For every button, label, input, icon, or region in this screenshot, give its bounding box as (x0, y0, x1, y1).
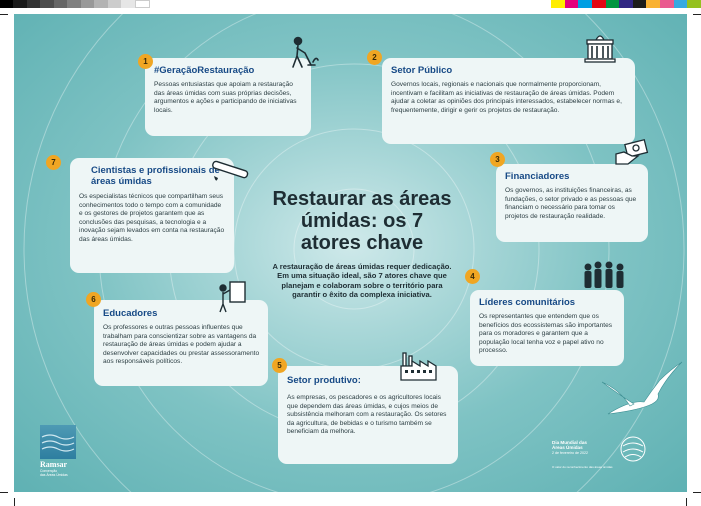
crop-mark (686, 498, 687, 506)
card-number: 1 (138, 54, 153, 69)
crop-mark (0, 14, 8, 15)
card-number: 4 (465, 269, 480, 284)
card-number: 5 (272, 358, 287, 373)
print-gray-bar (0, 0, 150, 8)
card-text: As empresas, os pescadores e os agricultores locais que dependem das áreas úmidas, e cujos meios de subsistência melhoram com a restauração. Os setores da agricultura, de bebidas e o turismo também se beneficiam da melhora. (287, 394, 447, 436)
community-people-icon (580, 260, 628, 292)
page-subtitle: A restauração de áreas úmidas requer dedicação. Em uma situação ideal, são 7 atores chave que planejam e colaboram sobre o território para garantir o êxito da complexa iniciativa. (272, 262, 452, 300)
page-title: Restaurar as áreas úmidas: os 7 atores chave (272, 188, 452, 254)
wwd-line2: Áreas Úmidas (552, 445, 583, 451)
card-text: Os professores e outras pessoas influentes que trabalham para conscientizar sobre as vantagens da restauração de áreas úmidas e podem ajudar a desenvolver capacidades ou prestar assessoramento aos responsáveis políticos. (103, 324, 260, 366)
crop-mark (693, 492, 701, 493)
ramsar-sub-2: das Áreas Úmidas (40, 473, 68, 477)
card-text: Os governos, as instituições financeiras, as fundações, o setor privado e as pessoas que financiam o necessário para tomar os projetos de restauração realidade. (505, 187, 637, 220)
egret-bird-icon (600, 360, 684, 420)
money-hand-icon (614, 138, 650, 168)
wwd-date: 2 de fevereiro de 2022 (552, 450, 588, 455)
card-title: Líderes comunitários (479, 297, 576, 308)
card-title: Cientistas e profissionais de áreas úmidas (91, 165, 220, 187)
card-number: 2 (367, 50, 382, 65)
crop-mark (693, 14, 701, 15)
factory-icon (398, 350, 442, 382)
wwd-tagline: O valor do reconhecimento das áreas úmidas (552, 465, 613, 469)
ramsar-logo (40, 425, 80, 477)
teacher-board-icon (216, 280, 248, 314)
card-number: 6 (86, 292, 101, 307)
card-title: Setor Público (391, 65, 453, 76)
center-heading (270, 188, 454, 300)
ramsar-sub-1: Convenção (40, 469, 58, 473)
card-public-sector (382, 58, 635, 144)
card-title: Financiadores (505, 171, 570, 182)
government-building-icon (582, 30, 618, 64)
card-text: Os especialistas técnicos que compartilham seus conhecimentos todo o tempo com a comunidade e os gestores de projetos garantem que as conclusões das pesquisas, a tecnologia e a inovação sejam levados em conta na restauração das áreas úmidas. (79, 193, 225, 243)
poster (14, 14, 687, 492)
card-title: #GeraçãoRestauração (154, 65, 255, 76)
wwd-line1: Dia Mundial das (552, 440, 587, 445)
crop-mark (14, 498, 15, 506)
wwd-emblem-icon (618, 434, 648, 464)
wwd-label (552, 440, 612, 456)
card-title: Educadores (103, 308, 158, 319)
card-funders (496, 164, 648, 242)
print-color-bar (551, 0, 701, 8)
card-community-leaders (470, 290, 624, 366)
ramsar-waves-icon (40, 425, 76, 459)
card-number: 3 (490, 152, 505, 167)
card-text: Pessoas entusiastas que apoiam a restauração das áreas úmidas com suas próprias decisões, argumentos e ações e participando de iniciativas locais. (154, 81, 297, 114)
shovel-planting-icon (286, 36, 320, 72)
crop-mark (0, 492, 8, 493)
card-text: Os representantes que entendem que os benefícios dos ecossistemas são importantes para os moradores e garantem que a população local tenha voz e papel ativo no processo. (479, 313, 613, 355)
card-text: Governos locais, regionais e nacionais que normalmente proporcionam, incentivam e facilitam as iniciativas de restauração de áreas úmidas. Podem ajudar a coletar as opiniões dos principais interessados, estabelecer normas e, frequentemente, dirigir e gerir os projetos de restauração. (391, 81, 622, 114)
card-number: 7 (46, 155, 61, 170)
test-tube-icon (208, 160, 254, 186)
card-title: Setor produtivo: (287, 375, 361, 386)
ramsar-name: Ramsar (40, 460, 68, 469)
